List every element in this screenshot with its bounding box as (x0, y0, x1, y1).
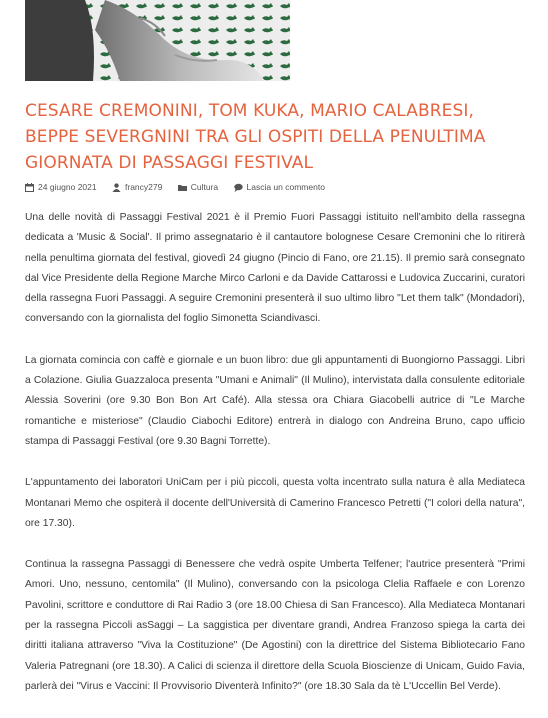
post-category-link[interactable]: Cultura (190, 182, 219, 192)
user-icon (112, 183, 121, 192)
featured-image (25, 0, 290, 81)
article-paragraph: Una delle novità di Passaggi Festival 2021 è il Premio Fuori Passaggi istituito nell'ambito della rassegna dedicata a 'Music & Social'. Il primo assegnatario è il cantautore bolognese Cesare Cremonini che lo ritirerà nella penultima giornata del festival, giovedì 24 giugno (Pincio di Fano, ore 21.15). Il premio sarà consegnato dal Vice Presidente della Regione Marche Mirco Carloni e da Davide Cattarossi e Ludovica Zuccarini, curatori della rassegna Fuori Passaggi. A seguire Cremonini presenterà il suo ultimo libro "Let them talk" (Mondadori), conversando con la giornalista del foglio Simonetta Sciandivasci. (25, 212, 525, 325)
article-paragraph: Continua la rassegna Passaggi di Benessere che vedrà ospite Umberta Telfener; l'autrice presenterà "Primi Amori. Uno, nessuno, centomila" (Il Mulino), conversando con la psicologa Clelia Raffaele e con Lorenzo Pavolini, scrittore e conduttore di Rai Radio 3 (ore 18.00 Chiesa di San Francesco). Alla Mediateca Montanari per la rassegna Piccoli asSaggi – La saggistica per diventare grandi, Andrea Franzoso spiega la carta dei diritti italiana attraverso "Viva la Costituzione" (De Agostini) con la direttrice del Sistema Bibliotecario Fano Valeria Patregnani (ore 18.30). A Calici di scienza il direttore della Scuola Bioscienze di Unicam, Guido Favia, parlerà dei "Virus e Vaccini: Il Provvisorio Diventerà Infinito?" (ore 18.30 Sala da tè L'Uccellin Bel Verde). (25, 559, 525, 692)
folder-icon (178, 183, 187, 192)
article-paragraph: La giornata comincia con caffè e giornale e un buon libro: due gli appuntamenti di Buongiorno Passaggi. Libri a Colazione. Giulia Guazzaloca presenta "Umani e Animali" (Il Mulino), intervistata dalla consulente editoriale Alessia Soverini (ore 9.30 Bon Bon Art Café). Alla stessa ora Chiara Giacobelli autrice di "Le Marche romantiche e misteriose" (Claudio Ciabochi Editore) entrerà in dialogo con Andreina Bruno, capo ufficio stampa di Passaggi Festival (ore 9.30 Bagni Torrette). (25, 354, 525, 447)
post-author[interactable] (112, 182, 162, 192)
article-paragraph: L'appuntamento dei laboratori UniCam per i più piccoli, questa volta incentrato sulla natura è alla Mediateca Montanari Memo che ospiterà il docente dell'Università di Camerino Francesco Petretti ("I colori della natura", ore 17.30). (25, 477, 525, 529)
post-date-link[interactable]: 24 giugno 2021 (38, 182, 97, 192)
leave-comment-link[interactable]: Lascia un commento (246, 182, 325, 192)
post-category[interactable] (178, 182, 218, 192)
article-content (25, 208, 525, 718)
post-comments[interactable] (234, 182, 325, 192)
calendar-icon (25, 183, 34, 192)
comment-icon (234, 183, 243, 192)
post-author-link[interactable]: francy279 (125, 182, 163, 192)
article-meta (25, 182, 525, 194)
post-date[interactable] (25, 182, 97, 192)
article-title: CESARE CREMONINI, TOM KUKA, MARIO CALABRESI, BEPPE SEVERGNINI TRA GLI OSPITI DELLA PENULTIMA GIORNATA DI PASSAGGI FESTIVAL (25, 101, 486, 173)
